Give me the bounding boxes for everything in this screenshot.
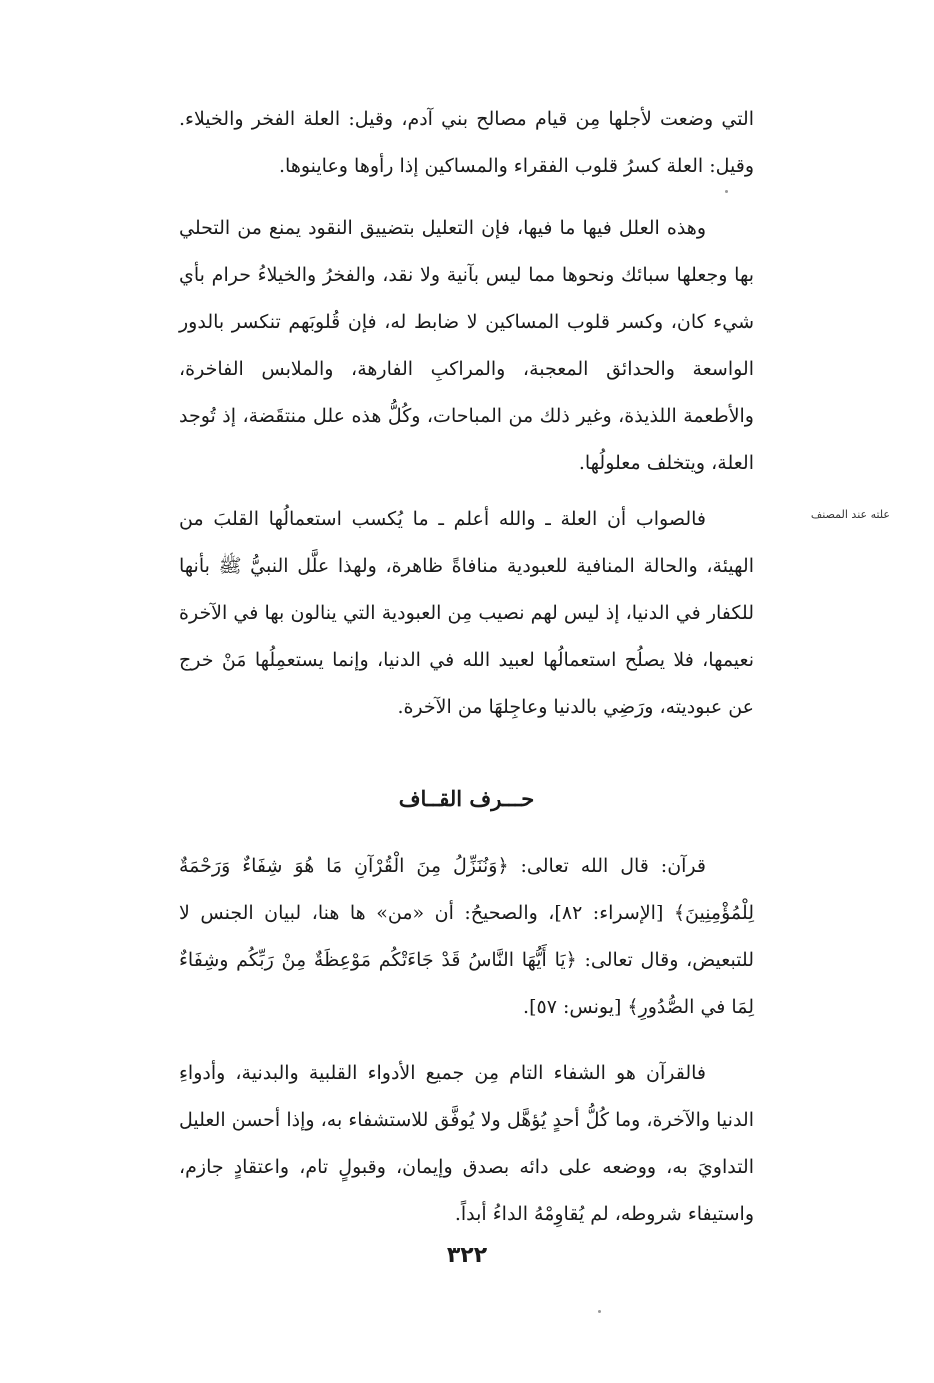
paragraph-3: فالصواب أن العلة ـ والله أعلم ـ ما يُكسب استعمالُها القلبَ من الهيئة، والحالة المنافية للعبودية منافاةً ظاهرة، ولهذا علَّل النبيُّ ﷺ بأنها للكفار في الدنيا، إذ ليس لهم نصيب مِن العبودية التي ينالون بها في الآخرة نعيمها، فلا يصلُح استعمالُها لعبيد الله في الدنيا، وإنما يستعمِلُها مَنْ خرج عن عبوديته، ورَضِي بالدنيا وعاجِلهَا من الآخرة. <box>179 508 754 718</box>
paragraph-2: وهذه العلل فيها ما فيها، فإن التعليل بتضييق النقود يمنع من التحلي بها وجعلها سبائك ونحوها مما ليس بآنية ولا نقد، والفخرُ والخيلاءُ حرام بأي شيء كان، وكسر قلوب المساكين لا ضابط له، فإن قُلوبَهم تنكسر بالدور الواسعة والحدائق المعجبة، والمراكبِ الفارهة، والملابس الفاخرة، والأطعمة اللذيذة، وغير ذلك من المباحات، وكُلُّ هذه علل منتقَضة، إذ تُوجد العلة، ويتخلف معلولُها. <box>179 217 754 474</box>
page-number: ٣٢٢ <box>446 1243 488 1268</box>
paragraph-5: فالقرآن هو الشفاء التام مِن جميع الأدواء القلبية والبدنية، وأدواءِ الدنيا والآخرة، وما كُلُّ أحدٍ يُؤهَّل ولا يُوفَّق للاستشفاء به، وإذا أحسن العليل التداويَ به، ووضعه على دائه بصدق وإيمان، وقبولٍ تام، واعتقادٍ جازم، واستيفاء شروطه، لم يُقاوِمْهُ الداءُ أبداً. <box>179 1062 754 1225</box>
scan-speck <box>725 190 728 193</box>
paragraph-1: التي وضعت لأجلها مِن قيام مصالح بني آدم، وقيل: العلة الفخر والخيلاء. وقيل: العلة كسرُ قلوب الفقراء والمساكين إذا رأوها وعاينوها. <box>179 108 754 177</box>
section-heading: حـــرف القــاف <box>398 786 535 811</box>
paragraph-4: قرآن: قال الله تعالى: ﴿وَنُنَزِّلُ مِنَ الْقُرْآنِ مَا هُوَ شِفَاءٌ وَرَحْمَةٌ لِلْمُؤْمِنِينَ﴾ [الإسراء: ٨٢]، والصحيحُ: أن «من» ها هنا، لبيان الجنس لا للتبعيض، وقال تعالى: ﴿يَا أَيُّهَا النَّاسُ قَدْ جَاءَتْكُم مَوْعِظَةٌ مِنْ رَبِّكُم وشِفَاءٌ لِمَا في الصُّدُورِ﴾ [يونس: ٥٧]. <box>179 855 754 1018</box>
scan-speck <box>598 1310 601 1313</box>
margin-note: علته عند المصنف <box>810 508 890 521</box>
